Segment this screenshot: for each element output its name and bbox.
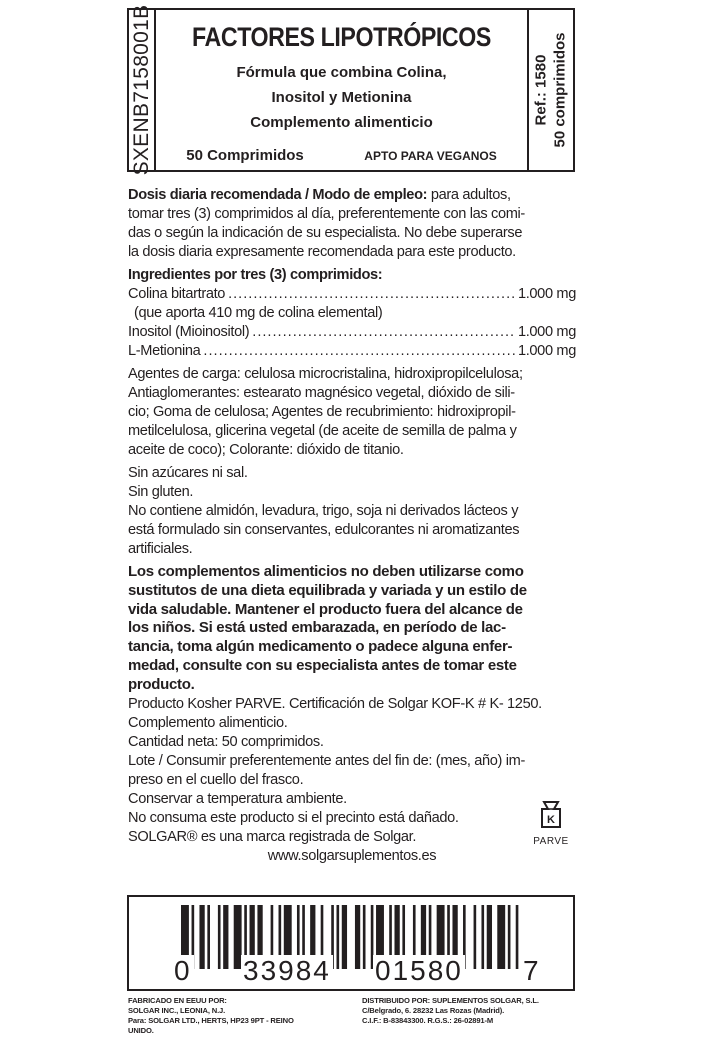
barcode-group-1: 33984 (243, 955, 331, 986)
kosher-parve-badge (526, 800, 576, 847)
dosage-heading: Dosis diaria recomendada / Modo de empleo: (128, 187, 428, 203)
kosher-letter: K (547, 814, 555, 826)
manufacturer-line-3: Para: SOLGAR LTD., HERTS, HP23 9PT - REINO UNIDO. (128, 1016, 294, 1035)
subtitle-line-1: Fórmula que combina Colina, (236, 64, 447, 81)
barcode-box (127, 895, 575, 991)
manufacturer-line-1: FABRICADO EN EEUU POR: (128, 996, 227, 1005)
dosage-line-3: das o según la indicación de su especialista. No debe superarse (128, 225, 523, 241)
ingredient-row (128, 323, 576, 342)
warning-line-1: Los complementos alimenticios no deben utilizarse como (128, 563, 524, 580)
label-content (128, 186, 576, 866)
excipients-line-5: aceite de coco); Colorante: dióxido de titanio. (128, 442, 404, 458)
reference-count: 50 comprimidos (551, 32, 569, 148)
warning-block (128, 563, 576, 695)
excipients-line-4: metilcelulosa, glicerina vegetal (de aceite de semilla de palma y (128, 423, 517, 439)
claim-free-line-3: artificiales. (128, 541, 193, 557)
ingredient-name: Colina bitartrato (128, 286, 226, 302)
warning-line-5: tancia, toma algún medicamento o padece alguna enfer- (128, 638, 513, 656)
barcode-group-2: 01580 (375, 955, 463, 986)
dosage-line-2: tomar tres (3) comprimidos al día, preferentemente con las comi- (128, 206, 525, 222)
ingredient-row (128, 285, 576, 304)
quantity-line: Cantidad neta: 50 comprimidos. (128, 733, 324, 750)
warning-line-7: producto. (128, 675, 195, 693)
kosher-k-icon (538, 800, 564, 830)
claim-free-line-1: No contiene almidón, levadura, trigo, soja ni derivados lácteos y (128, 503, 519, 519)
claim-sugar: Sin azúcares ni sal. (128, 465, 248, 481)
parve-text: PARVE (533, 836, 569, 847)
ingredient-name: L-Metionina (128, 343, 201, 359)
ingredient-row (128, 342, 576, 361)
manufacturer-info (128, 996, 318, 1036)
distributor-line-2: C/Belgrado, 6. 28232 Las Rozas (Madrid). (362, 1006, 505, 1015)
leader-dots (203, 342, 515, 361)
header-box (127, 4, 575, 176)
category-line: Complemento alimenticio. (128, 714, 288, 731)
reference-strip (527, 10, 573, 170)
barcode-digit-last: 7 (523, 955, 541, 986)
header-bottom-row (156, 147, 527, 164)
claim-gluten: Sin gluten. (128, 484, 194, 500)
storage-line: Conservar a temperatura ambiente. (128, 790, 347, 807)
leader-dots (228, 285, 515, 304)
dosage-text-1: para adultos, (427, 187, 511, 203)
leader-dots (252, 323, 515, 342)
manufacturer-line-2: SOLGAR INC., LEONIA, N.J. (128, 1006, 226, 1015)
website-line: www.solgarsuplementos.es (267, 847, 437, 864)
claim-free-line-2: está formulado sin conservantes, edulcorantes ni aromatizantes (128, 522, 520, 538)
warning-line-3: vida saludable. Mantener el producto fuera del alcance de (128, 600, 523, 618)
reference-number: Ref.: 1580 (532, 54, 550, 126)
ingredient-amount: 1.000 mg (517, 343, 576, 359)
warning-line-2: sustitutos de una dieta equilibrada y variada y un estilo de (128, 581, 527, 599)
excipients-line-2: Antiaglomerantes: estearato magnésico vegetal, dióxido de sili- (128, 385, 515, 401)
ingredients-heading: Ingredientes por tres (3) comprimidos: (128, 267, 383, 283)
lot-line-1: Lote / Consumir preferentemente antes del fin de: (mes, año) im- (128, 752, 525, 769)
vegan-claim: APTO PARA VEGANOS (364, 149, 497, 163)
tablet-count: 50 Comprimidos (186, 147, 304, 164)
ingredient-amount: 1.000 mg (517, 324, 576, 340)
seal-line: No consuma este producto si el precinto está dañado. (128, 809, 459, 826)
trademark-line: SOLGAR® es una marca registrada de Solgar. (128, 828, 417, 845)
distributor-line-3: C.I.F.: B-83843300. R.G.S.: 26-02891-M (362, 1016, 494, 1025)
dosage-line-1 (128, 186, 576, 205)
kosher-line: Producto Kosher PARVE. Certificación de Solgar KOF-K # K- 1250. (128, 695, 542, 712)
distributor-line-1: DISTRIBUIDO POR: SUPLEMENTOS SOLGAR, S.L. (362, 996, 539, 1005)
header-center (156, 10, 527, 170)
excipients-line-3: cio; Goma de celulosa; Agentes de recubrimiento: hidroxipropil- (128, 404, 516, 420)
warning-line-4: los niños. Si está usted embarazada, en período de lac- (128, 619, 506, 637)
product-title: FACTORES LIPOTRÓPICOS (192, 22, 491, 52)
ingredient-name: Inositol (Mioinositol) (128, 324, 250, 340)
subtitle-line-2: Inositol y Metionina (271, 89, 412, 106)
barcode-digits (129, 955, 573, 989)
product-code-strip (129, 4, 156, 176)
dosage-line-4: la dosis diaria expresamente recomendada para este producto. (128, 244, 516, 260)
lot-line-2: preso en el cuello del frasco. (128, 771, 304, 788)
excipients-line-1: Agentes de carga: celulosa microcristalina, hidroxipropilcelulosa; (128, 366, 523, 382)
ingredient-amount: 1.000 mg (517, 286, 576, 302)
ingredient-note: (que aporta 410 mg de colina elemental) (134, 305, 383, 321)
product-category: Complemento alimenticio (250, 114, 433, 131)
product-code: SXENB7158001B (129, 4, 153, 176)
distributor-info (362, 996, 576, 1026)
warning-line-6: medad, consulte con su especialista antes de tomar este (128, 656, 517, 674)
barcode-digit-first: 0 (174, 955, 192, 986)
